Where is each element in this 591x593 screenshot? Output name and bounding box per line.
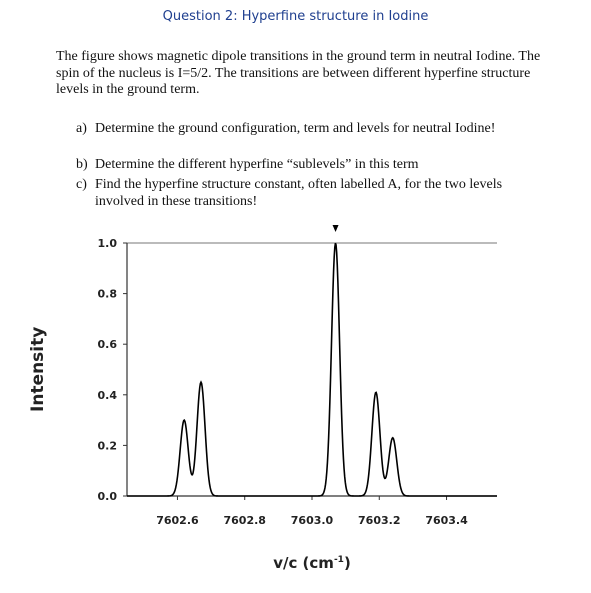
y-tick-label: 0.6 (97, 338, 117, 352)
question-title: Question 2: Hyperfine structure in Iodine (162, 9, 429, 24)
axis-ticks (98, 237, 469, 527)
peak-marker (333, 225, 339, 232)
question-b-label: b) (76, 157, 88, 172)
question-c-text: Find the hyperfine structure constant, often labelled A, for the two levels (95, 177, 503, 192)
question-a-text: Determine the ground configuration, term and levels for neutral Iodine! (95, 121, 496, 136)
y-tick-label: 0.4 (97, 388, 117, 402)
x-axis-label-superscript: -1 (333, 555, 344, 565)
chart-series (127, 243, 497, 496)
spectrum-line (127, 243, 497, 496)
question-c-label: c) (76, 177, 87, 192)
x-axis-label-suffix: ) (343, 554, 351, 572)
peak-marker-triangle (333, 225, 339, 232)
chart-axes (127, 243, 497, 496)
y-tick-label: 0.2 (97, 439, 117, 453)
question-b-text: Determine the different hyperfine “sublevels” in this term (95, 157, 419, 172)
x-tick-label: 7602.6 (156, 514, 199, 527)
x-tick-label: 7602.8 (223, 514, 266, 527)
x-axis-label (222, 554, 402, 572)
question-c-continuation: involved in these transitions! (95, 193, 258, 209)
intro-paragraph: The figure shows magnetic dipole transitions in the ground term in neutral Iodine. The spin of the nucleus is I=5/2. The transitions are between different hyperfine structure levels in the ground term. (56, 49, 541, 97)
x-tick-label: 7603.0 (290, 514, 334, 527)
x-tick-label: 7603.4 (425, 514, 468, 527)
y-tick-label: 0.8 (97, 287, 117, 301)
y-tick-label: 1.0 (97, 237, 117, 250)
y-tick-label: 0.0 (97, 490, 117, 503)
y-axis-label: Intensity (28, 326, 48, 412)
x-axis-label-text: v/c (cm (273, 554, 334, 572)
question-a-label: a) (76, 121, 87, 136)
x-tick-label: 7603.2 (358, 514, 401, 527)
